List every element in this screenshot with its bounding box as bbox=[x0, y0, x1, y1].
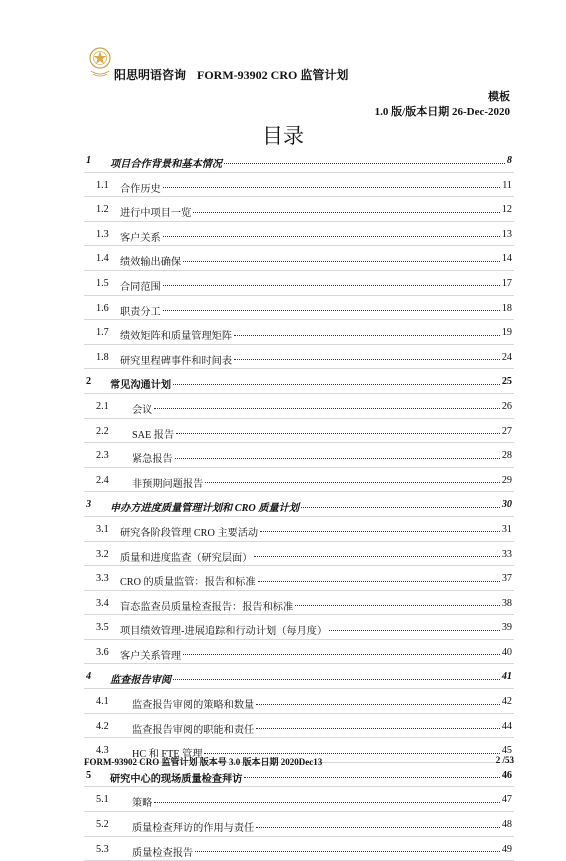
toc-entry-number: 1.3 bbox=[96, 228, 109, 240]
toc-entry[interactable] bbox=[84, 664, 514, 689]
toc-entry-title: 绩效矩阵和质量管理矩阵 bbox=[120, 331, 233, 343]
toc-entry-page: 37 bbox=[501, 573, 512, 585]
document-title: FORM-93902 CRO 监管计划 bbox=[197, 68, 349, 82]
toc-entry-title: 研究中心的现场质量检查拜访 bbox=[110, 773, 243, 785]
toc-entry[interactable] bbox=[84, 640, 514, 665]
toc-entry-leader bbox=[154, 408, 500, 409]
toc-entry[interactable] bbox=[84, 689, 514, 714]
toc-entry-title: 非预期问题报告 bbox=[132, 478, 204, 490]
toc-entry-title: 绩效输出确保 bbox=[120, 257, 182, 269]
toc-entry-title: CRO 的质量监管：报告和标准 bbox=[120, 577, 256, 589]
toc-entry[interactable] bbox=[84, 320, 514, 345]
toc-entry-title: 质量检查报告 bbox=[132, 847, 194, 859]
toc-entry-page: 46 bbox=[501, 769, 512, 781]
toc-entry-page: 33 bbox=[501, 548, 512, 560]
toc-entry-title: 监查报告审阅 bbox=[110, 675, 172, 687]
toc-entry-page: 47 bbox=[501, 794, 512, 806]
toc-entry[interactable] bbox=[84, 296, 514, 321]
toc-entry[interactable] bbox=[84, 517, 514, 542]
toc-entry-title: 紧急报告 bbox=[132, 454, 173, 466]
toc-entry-page: 18 bbox=[501, 302, 512, 314]
toc-entry-leader bbox=[204, 753, 500, 754]
toc-entry-number: 1 bbox=[86, 155, 92, 166]
toc-entry-leader bbox=[224, 163, 505, 164]
toc-entry-title: 合同范围 bbox=[120, 281, 161, 293]
toc-title: 目录 bbox=[262, 124, 304, 148]
toc-entry-title: 策略 bbox=[132, 798, 153, 810]
toc-entry[interactable] bbox=[84, 173, 514, 198]
toc-entry-page: 19 bbox=[501, 327, 512, 339]
toc-entry-leader bbox=[195, 851, 500, 852]
toc-entry-page: 8 bbox=[506, 155, 512, 166]
toc-entry-leader bbox=[260, 531, 500, 532]
toc-entry-page: 38 bbox=[501, 597, 512, 609]
toc-entry-number: 1.4 bbox=[96, 253, 109, 265]
toc-entry[interactable] bbox=[84, 345, 514, 370]
toc-entry[interactable] bbox=[84, 271, 514, 296]
toc-entry-leader bbox=[163, 187, 500, 188]
toc-entry-leader bbox=[256, 728, 500, 729]
toc-entry-number: 1.6 bbox=[96, 302, 109, 314]
toc-entry-page: 14 bbox=[501, 253, 512, 265]
toc-entry-number: 2.4 bbox=[96, 474, 109, 486]
toc-entry-page: 41 bbox=[501, 671, 512, 683]
toc-entry-leader bbox=[183, 261, 500, 262]
toc-entry-number: 2.1 bbox=[96, 400, 109, 412]
toc-entry-number: 3.3 bbox=[96, 573, 109, 585]
toc-entry-page: 12 bbox=[501, 204, 512, 216]
toc-entry-leader bbox=[256, 827, 500, 828]
toc-entry-number: 3.6 bbox=[96, 646, 109, 658]
toc-entry[interactable] bbox=[84, 837, 514, 861]
toc-entry-title: 会议 bbox=[132, 404, 153, 416]
toc-entry-leader bbox=[234, 359, 500, 360]
toc-entry-number: 2 bbox=[86, 376, 92, 388]
toc-entry[interactable] bbox=[84, 615, 514, 640]
toc-entry-page: 45 bbox=[501, 745, 512, 757]
toc-entry-title: 监查报告审阅的策略和数量 bbox=[132, 700, 255, 712]
toc-entry-leader bbox=[234, 335, 500, 336]
toc-entry-number: 3.4 bbox=[96, 597, 109, 609]
toc-entry-leader bbox=[154, 802, 500, 803]
toc-entry-leader bbox=[295, 605, 500, 606]
toc-entry-number: 1.5 bbox=[96, 277, 109, 289]
toc-entry-leader bbox=[205, 482, 500, 483]
toc-entry[interactable] bbox=[84, 812, 514, 837]
toc-entry-title: 监查报告审阅的职能和责任 bbox=[132, 724, 255, 736]
toc-entry[interactable] bbox=[84, 566, 514, 591]
toc-entry-page: 42 bbox=[501, 696, 512, 708]
toc-entry-page: 49 bbox=[501, 843, 512, 855]
toc-entry-number: 4.2 bbox=[96, 720, 109, 732]
toc-entry-title: 盲态监查员质量检查报告：报告和标准 bbox=[120, 601, 294, 613]
toc-entry-leader bbox=[175, 458, 500, 459]
toc-entry-leader bbox=[301, 507, 500, 508]
toc-entry-title: 客户关系管理 bbox=[120, 650, 182, 662]
toc-entry-title: HC 和 FTE 管理 bbox=[132, 749, 203, 761]
toc-entry-number: 3.1 bbox=[96, 523, 109, 535]
toc-entry-leader bbox=[163, 285, 500, 286]
toc-entry-leader bbox=[244, 777, 500, 778]
toc-entry-number: 5.1 bbox=[96, 794, 109, 806]
toc-entry-title: 客户关系 bbox=[120, 232, 161, 244]
toc-entry-number: 5.3 bbox=[96, 843, 109, 855]
toc-entry-title: 研究里程碑事件和时间表 bbox=[120, 355, 233, 367]
toc-entry[interactable] bbox=[84, 591, 514, 616]
toc-entry-page: 25 bbox=[501, 376, 512, 388]
toc-entry-title: SAE 报告 bbox=[132, 429, 175, 441]
footer-page-number: 2 /53 bbox=[495, 755, 514, 765]
toc-entry-leader bbox=[254, 556, 500, 557]
toc-entry[interactable] bbox=[84, 394, 514, 419]
toc-entry-title: 申办方进度质量管理计划和 CRO 质量计划 bbox=[110, 503, 300, 515]
toc-entry-leader bbox=[176, 433, 500, 434]
page-header bbox=[88, 44, 508, 84]
toc-entry-title: 研究各阶段管理 CRO 主要活动 bbox=[120, 527, 259, 539]
toc-entry-title: 项目合作背景和基本情况 bbox=[110, 159, 223, 170]
toc-entry-number: 5.2 bbox=[96, 819, 109, 831]
toc-entry[interactable] bbox=[84, 443, 514, 468]
toc-entry-page: 48 bbox=[501, 819, 512, 831]
toc-entry-title: 合作历史 bbox=[120, 183, 161, 195]
toc-entry-page: 30 bbox=[501, 499, 512, 511]
toc-entry-leader bbox=[329, 630, 500, 631]
toc-entry-number: 4.3 bbox=[96, 745, 109, 757]
toc-entry-page: 27 bbox=[501, 425, 512, 437]
toc-entry-title: 进行中项目一览 bbox=[120, 208, 192, 220]
toc-entry-number: 5 bbox=[86, 769, 92, 781]
toc-entry-page: 26 bbox=[501, 400, 512, 412]
version-line: 1.0 版/版本日期 26-Dec-2020 bbox=[374, 106, 510, 118]
toc-entry-number: 2.3 bbox=[96, 450, 109, 462]
toc-entry[interactable] bbox=[84, 714, 514, 739]
toc-entry-page: 31 bbox=[501, 523, 512, 535]
header-text bbox=[114, 66, 356, 83]
toc-entry-number: 4 bbox=[86, 671, 92, 683]
toc-entry-number: 3.2 bbox=[96, 548, 109, 560]
toc-entry-leader bbox=[173, 679, 500, 680]
toc-entry[interactable] bbox=[84, 246, 514, 271]
template-label: 模板 bbox=[488, 91, 510, 103]
toc-entry[interactable] bbox=[84, 222, 514, 247]
toc-entry-page: 29 bbox=[501, 474, 512, 486]
toc-entry-leader bbox=[173, 384, 500, 385]
toc-entry-number: 4.1 bbox=[96, 696, 109, 708]
toc-entry[interactable] bbox=[84, 197, 514, 222]
toc-entry-leader bbox=[258, 581, 500, 582]
toc-entry-leader bbox=[183, 654, 500, 655]
toc-entry-number: 1.7 bbox=[96, 327, 109, 339]
toc-entry-page: 17 bbox=[501, 277, 512, 289]
toc-entry[interactable] bbox=[84, 468, 514, 493]
toc-entry-number: 3.5 bbox=[96, 622, 109, 634]
company-name: 阳思明语咨询 bbox=[114, 68, 187, 82]
toc-entry-page: 44 bbox=[501, 720, 512, 732]
toc-entry-number: 1.1 bbox=[96, 179, 109, 191]
toc-entry-page: 13 bbox=[501, 228, 512, 240]
toc-entry[interactable] bbox=[84, 492, 514, 517]
footer-text: FORM-93902 CRO 监管计划 版本号 3.0 版本日期 2020Dec13 bbox=[84, 757, 323, 767]
toc-entry-page: 40 bbox=[501, 646, 512, 658]
toc-entry-leader bbox=[163, 310, 500, 311]
toc-entry-leader bbox=[193, 212, 500, 213]
toc-entry-page: 28 bbox=[501, 450, 512, 462]
toc-entry[interactable] bbox=[84, 148, 514, 173]
toc-entry-title: 职责分工 bbox=[120, 306, 161, 318]
toc-entry-number: 1.2 bbox=[96, 204, 109, 216]
toc-entry-number: 2.2 bbox=[96, 425, 109, 437]
toc-entry-leader bbox=[256, 704, 500, 705]
toc-entry-title: 质量检查拜访的作用与责任 bbox=[132, 823, 255, 835]
toc-entry-leader bbox=[163, 236, 500, 237]
toc-entry-page: 11 bbox=[502, 179, 512, 191]
toc-entry[interactable] bbox=[84, 369, 514, 394]
toc-entry[interactable] bbox=[84, 542, 514, 567]
toc-entry-title: 项目绩效管理-进展追踪和行动计划（每月度） bbox=[120, 626, 328, 638]
company-logo bbox=[88, 44, 112, 78]
toc-entry-number: 3 bbox=[86, 499, 92, 511]
toc-entry-title: 质量和进度监查（研究层面） bbox=[120, 552, 253, 564]
toc-entry-title: 常见沟通计划 bbox=[110, 380, 172, 392]
toc-entry-number: 1.8 bbox=[96, 351, 109, 363]
toc-entry[interactable] bbox=[84, 419, 514, 444]
toc-entry-page: 39 bbox=[501, 622, 512, 634]
toc-entry-page: 24 bbox=[501, 351, 512, 363]
